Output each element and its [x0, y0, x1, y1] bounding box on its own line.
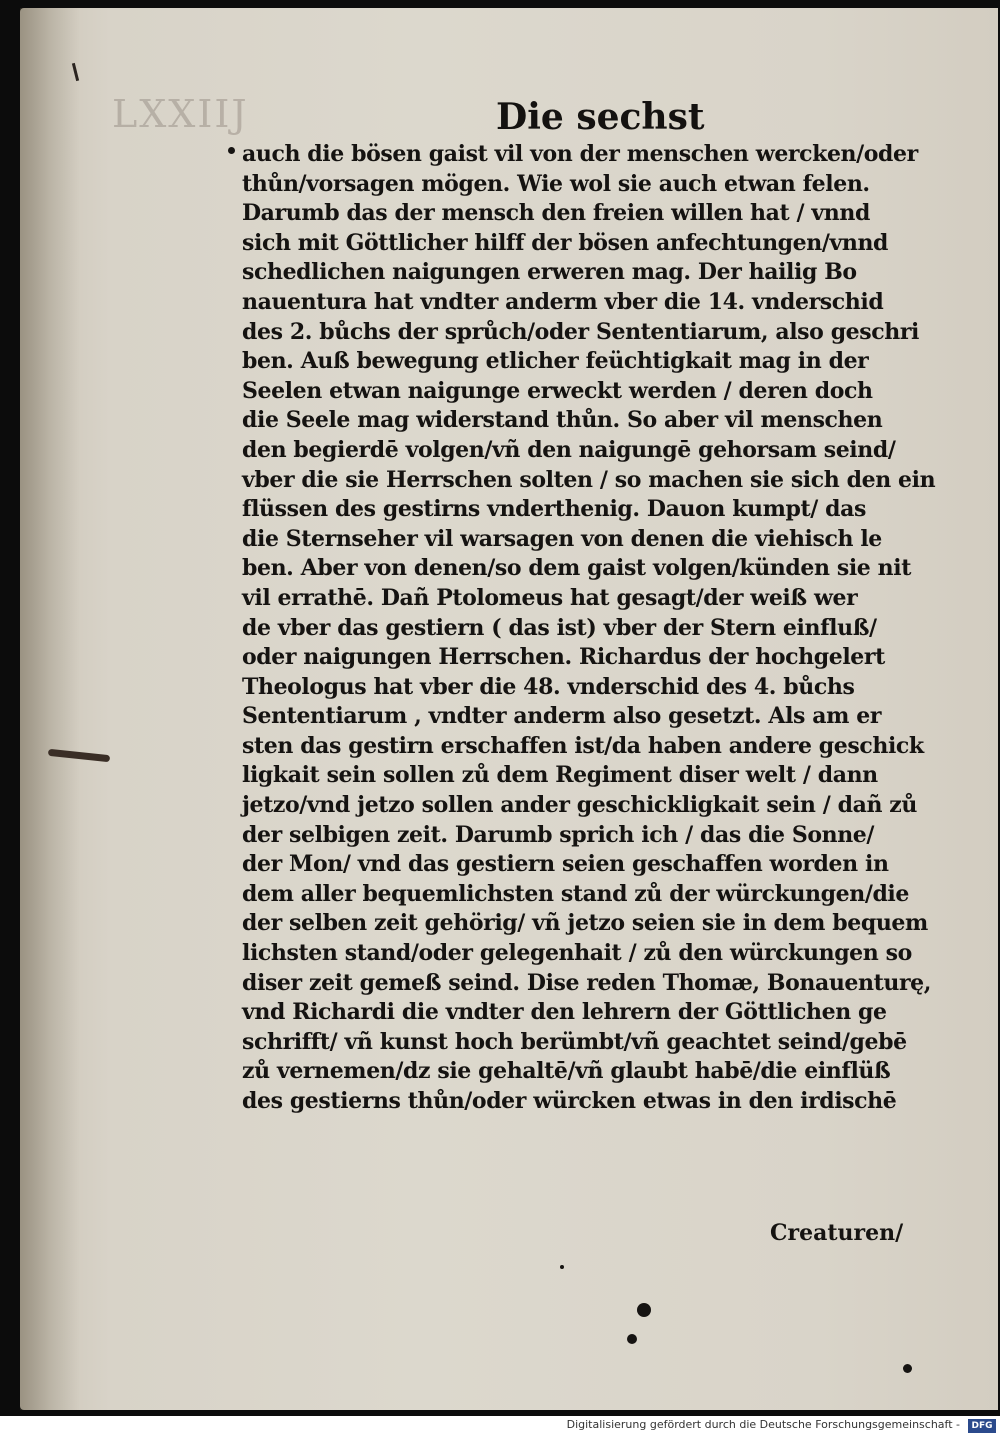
text-line: Seelen etwan naigunge erweckt werden / deren doch	[242, 377, 873, 404]
footer-bar	[0, 1416, 1000, 1437]
faint-folio-numeral: LXXIIJ	[112, 92, 249, 136]
text-line: oder naigungen Herrschen. Richardus der hochgelert	[242, 644, 885, 671]
body-text	[242, 140, 942, 1117]
text-line: der selben zeit gehörig/ vñ jetzo seien sie in dem bequem	[242, 910, 928, 937]
text-line: der selbigen zeit. Darumb sprich ich / das die Sonne/	[242, 821, 875, 848]
text-line: de vber das gestiern ( das ist) vber der Stern einfluß/	[242, 614, 877, 641]
funding-credit: Digitalisierung gefördert durch die Deutsche Forschungsgemeinschaft -	[566, 1418, 960, 1431]
text-line: Darumb das der mensch den freien willen hat / vnnd	[242, 200, 870, 227]
text-line: nauentura hat vndter anderm vber die 14. vnderschid	[242, 288, 884, 315]
text-line: vil errathē. Dañ Ptolomeus hat gesagt/der weiß wer	[242, 584, 858, 611]
text-line: sich mit Göttlicher hilff der bösen anfechtungen/vnnd	[242, 229, 889, 256]
text-line: die Seele mag widerstand thůn. So aber vil menschen	[242, 407, 883, 434]
text-line: lichsten stand/oder gelegenhait / zů den würckungen so	[242, 940, 912, 967]
text-line: Theologus hat vber die 48. vnderschid des 4. bůchs	[242, 673, 855, 700]
text-line: ben. Aber von denen/so dem gaist volgen/künden sie nit	[242, 555, 911, 582]
text-line: des 2. bůchs der sprůch/oder Sententiarum, also geschri	[242, 318, 920, 345]
text-line: jetzo/vnd jetzo sollen ander geschickligkait sein / dañ zů	[242, 792, 917, 819]
text-line: auch die bösen gaist vil von der menschen wercken/oder	[242, 141, 918, 167]
text-line: ligkait sein sollen zů dem Regiment diser welt / dann	[242, 762, 878, 789]
text-line: sten das gestirn erschaffen ist/da haben andere geschick	[242, 732, 924, 759]
text-line: ben. Auß bewegung etlicher feüchtigkait mag in der	[242, 348, 869, 375]
ink-speck	[228, 147, 235, 154]
ink-speck	[637, 1303, 651, 1317]
text-line: vnd Richardi die vndter den lehrern der Göttlichen ge	[242, 999, 887, 1026]
text-line: dem aller bequemlichsten stand zů der würckungen/die	[242, 880, 909, 907]
text-line: des gestierns thůn/oder würcken etwas in den irdischē	[242, 1088, 897, 1114]
text-line: vber die sie Herrschen solten / so machen sie sich den ein	[242, 466, 936, 493]
running-head: Die sechst	[496, 96, 705, 138]
text-line: der Mon/ vnd das gestiern seien geschaffen worden in	[242, 851, 889, 878]
catchword: Creaturen/	[770, 1220, 904, 1246]
text-line: thůn/vorsagen mögen. Wie wol sie auch etwan felen.	[242, 170, 870, 197]
text-line: die Sternseher vil warsagen von denen die viehisch le	[242, 525, 882, 552]
text-line: schrifft/ vñ kunst hoch berümbt/vñ geachtet seind/gebē	[242, 1028, 907, 1055]
ink-speck	[560, 1265, 564, 1269]
ink-speck	[627, 1334, 637, 1344]
text-line: schedlichen naigungen erweren mag. Der hailig Bo	[242, 259, 857, 286]
text-line: flüssen des gestirns vnderthenig. Dauon kumpt/ das	[242, 496, 866, 523]
text-line: diser zeit gemeß seind. Dise reden Thomæ, Bonauenturę,	[242, 969, 932, 996]
text-line: den begierdē volgen/vñ den naigungē gehorsam seind/	[242, 436, 896, 463]
text-line: zů vernemen/dz sie gehaltē/vñ glaubt habē/die einflüß	[242, 1058, 891, 1085]
dfg-logo: DFG	[968, 1419, 996, 1433]
text-line: Sententiarum , vndter anderm also gesetzt. Als am er	[242, 703, 882, 730]
ink-speck	[903, 1364, 912, 1373]
page-gutter-shadow	[20, 8, 80, 1410]
